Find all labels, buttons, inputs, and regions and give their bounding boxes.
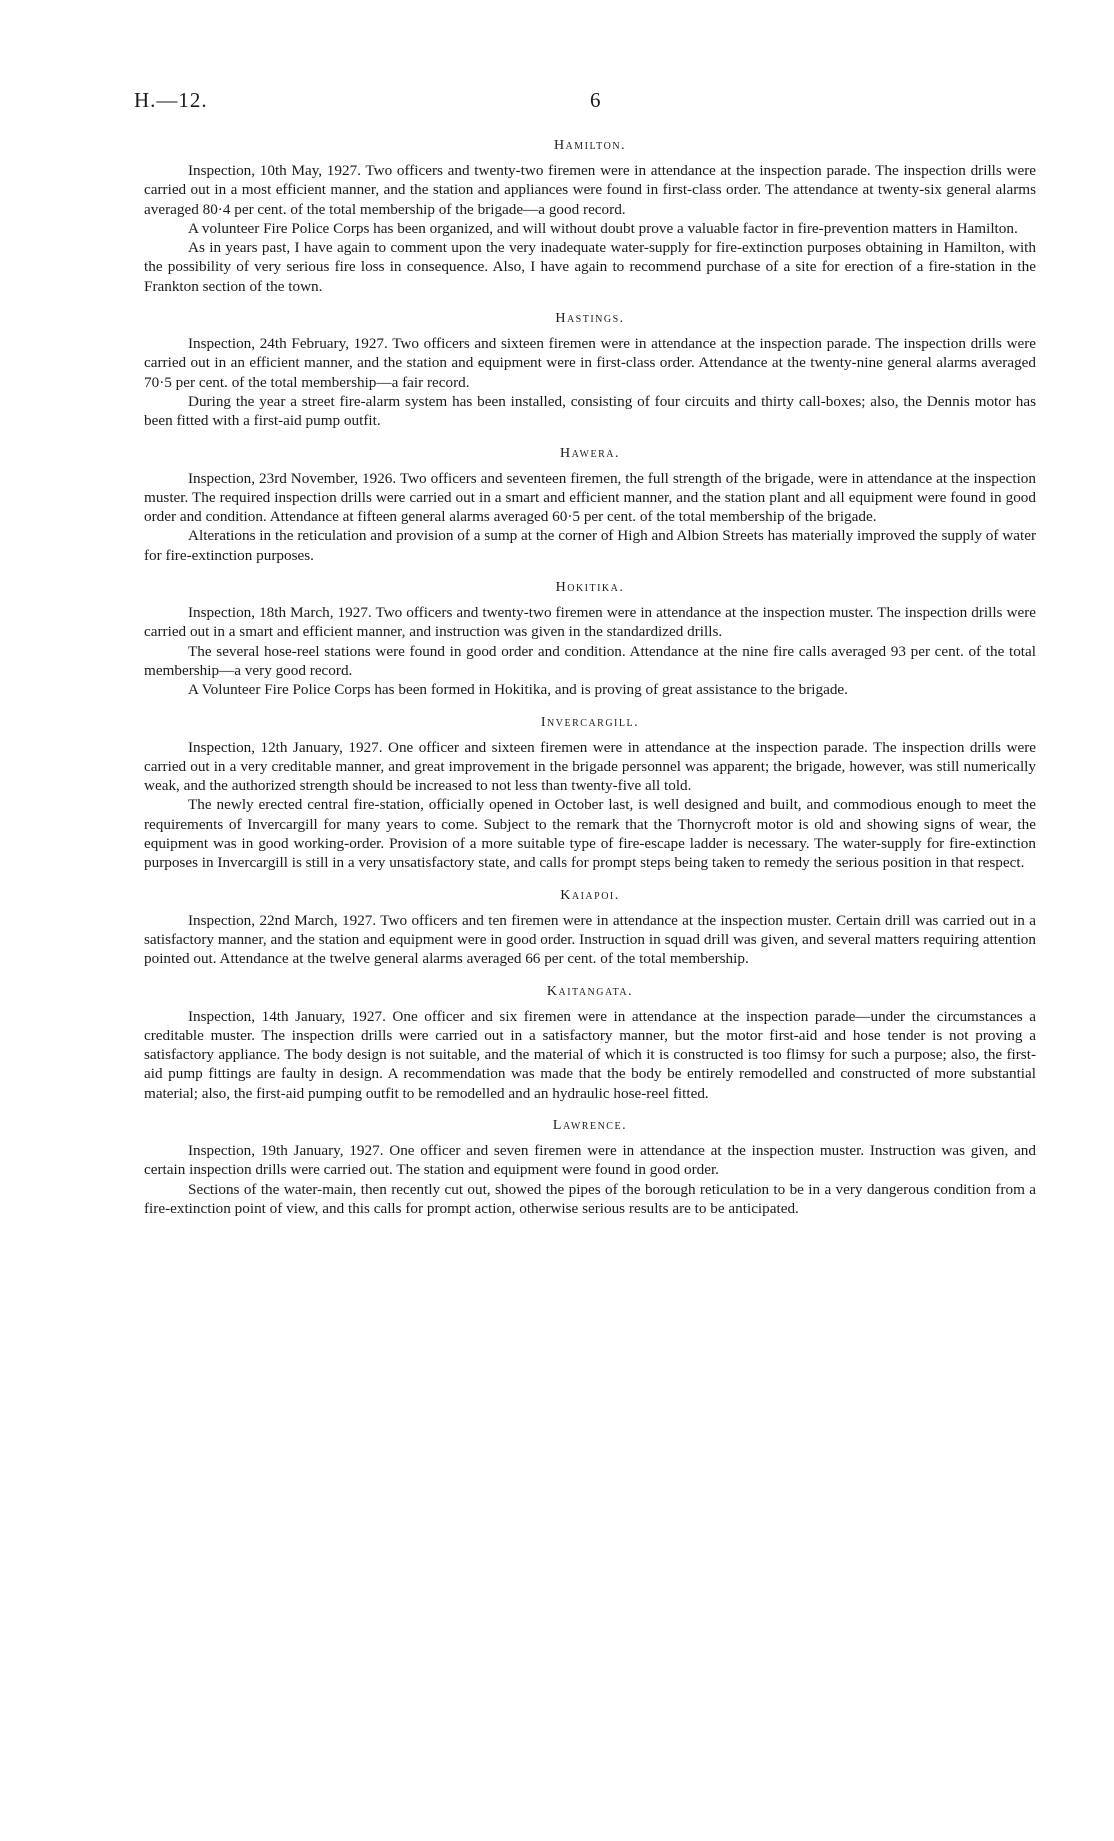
section-kaiapoi xyxy=(144,887,1036,969)
section-hastings xyxy=(144,310,1036,430)
section-lawrence xyxy=(144,1117,1036,1218)
paragraph: Alterations in the reticulation and provision of a sump at the corner of High and Albion Streets has materially improved the supply of water for fire-extinction purposes. xyxy=(144,527,1036,564)
paragraph: The several hose-reel stations were found in good order and condition. Attendance at the nine fire calls averaged 93 per cent. of the total membership—a very good record. xyxy=(144,642,1036,679)
paragraph: Inspection, 24th February, 1927. Two officers and sixteen firemen were in attendance at the inspection parade. The inspection drills were carried out in an efficient manner, and the station and equipment were in first-class order. Attendance at the twenty-nine general alarms averaged 70·5 per cent. of the total membership—a fair record. xyxy=(144,335,1036,391)
paragraph: Inspection, 22nd March, 1927. Two officers and ten firemen were in attendance at the inspection muster. Certain drill was carried out in a satisfactory manner, and the station and equipment were in good order. Instruction in squad drill was given, and several matters requiring attention pointed out. Attendance at the twelve general alarms averaged 66 per cent. of the total membership. xyxy=(144,911,1036,968)
section-heading: Hawera. xyxy=(560,445,620,461)
paragraph: Inspection, 23rd November, 1926. Two officers and seventeen firemen, the full strength of the brigade, were in attendance at the inspection muster. The required inspection drills were carried out in a smart and efficient manner, and the station plant and all equipment were found in good order and condition. Attendance at fifteen general alarms averaged 60·5 per cent. of the total membership of the brigade. xyxy=(144,469,1036,526)
section-heading: Hastings. xyxy=(555,311,625,327)
section-heading: Kaitangata. xyxy=(546,983,634,999)
paragraph: A volunteer Fire Police Corps has been organized, and will without doubt prove a valuable factor in fire-prevention matters in Hamilton. xyxy=(188,219,1018,237)
page-number: 6 xyxy=(590,88,601,112)
report-body xyxy=(144,137,1036,1218)
paragraph: Inspection, 14th January, 1927. One officer and six firemen were in attendance at the inspection parade—under the circumstances a creditable muster. The inspection drills were carried out in a satisfactory manner, but the motor first-aid and hose tender is not proving a satisfactory appliance. The body design is not suitable, and the material of which it is constructed is too flimsy for such a purpose; also, the first-aid pump fittings are faulty in design. A recommendation was made that the body be entirely remodelled and constructed of more substantial material; also, the first-aid pumping outfit to be remodelled and an hydraulic hose-reel fitted. xyxy=(144,1007,1036,1102)
section-heading: Hamilton. xyxy=(553,138,627,153)
section-heading: Kaiapoi. xyxy=(560,887,620,903)
paragraph: Inspection, 19th January, 1927. One officer and seven firemen were in attendance at the inspection muster. Instruction was given, and certain inspection drills were carried out. The station and equipment were found in good order. xyxy=(144,1141,1036,1179)
section-heading: Lawrence. xyxy=(552,1117,628,1133)
section-heading: Invercargill. xyxy=(540,714,640,730)
section-kaitangata xyxy=(144,983,1036,1103)
section-invercargill xyxy=(144,714,1036,873)
paragraph: Inspection, 18th March, 1927. Two officers and twenty-two firemen were in attendance at the inspection muster. The inspection drills were carried out in a smart and efficient manner, and instruction was given in the standardized drills. xyxy=(144,604,1036,641)
paragraph: Inspection, 10th May, 1927. Two officers and twenty-two firemen were in attendance at the inspection parade. The inspection drills were carried out in a most efficient manner, and the station and appliances were found in first-class order. The attendance at twenty-six general alarms averaged 80·4 per cent. of the total membership of the brigade—a good record. xyxy=(144,162,1036,218)
paragraph: Sections of the water-main, then recently cut out, showed the pipes of the borough reticulation to be in a very dangerous condition from a fire-extinction point of view, and this calls for prompt action, otherwise serious results are to be anticipated. xyxy=(144,1180,1036,1217)
section-hawera xyxy=(144,445,1036,565)
section-hokitika xyxy=(144,579,1036,699)
paragraph: During the year a street fire-alarm system has been installed, consisting of four circuits and thirty call-boxes; also, the Dennis motor has been fitted with a first-aid pump outfit. xyxy=(144,392,1036,430)
section-hamilton xyxy=(144,137,1036,296)
paragraph: A Volunteer Fire Police Corps has been formed in Hokitika, and is proving of great assistance to the brigade. xyxy=(188,681,848,699)
paragraph: The newly erected central fire-station, officially opened in October last, is well designed and built, and commodious enough to meet the requirements of Invercargill for many years to come. Subject to the remark that the Thornycroft motor is old and showing signs of wear, the equipment was in good working-order. Provision of a more suitable type of fire-escape ladder is necessary. The water-supply for fire-extinction purposes in Invercargill is still in a very unsatisfactory state, and calls for prompt steps being taken to remedy the serious position in that respect. xyxy=(144,796,1036,872)
paragraph: Inspection, 12th January, 1927. One officer and sixteen firemen were in attendance at the inspection parade. The inspection drills were carried out in a very creditable manner, and great improvement in the brigade personnel was apparent; the brigade, however, was still numerically weak, and the authorized strength should be increased to not less than twenty-five all told. xyxy=(144,738,1036,795)
section-heading: Hokitika. xyxy=(555,580,625,596)
paragraph: As in years past, I have again to comment upon the very inadequate water-supply for fire-extinction purposes obtaining in Hamilton, with the possibility of very serious fire loss in consequence. Also, I have again to recommend purchase of a site for erection of a fire-station in the Frankton section of the town. xyxy=(144,239,1036,295)
running-header xyxy=(134,88,1044,116)
document-reference: H.—12. xyxy=(134,88,208,112)
